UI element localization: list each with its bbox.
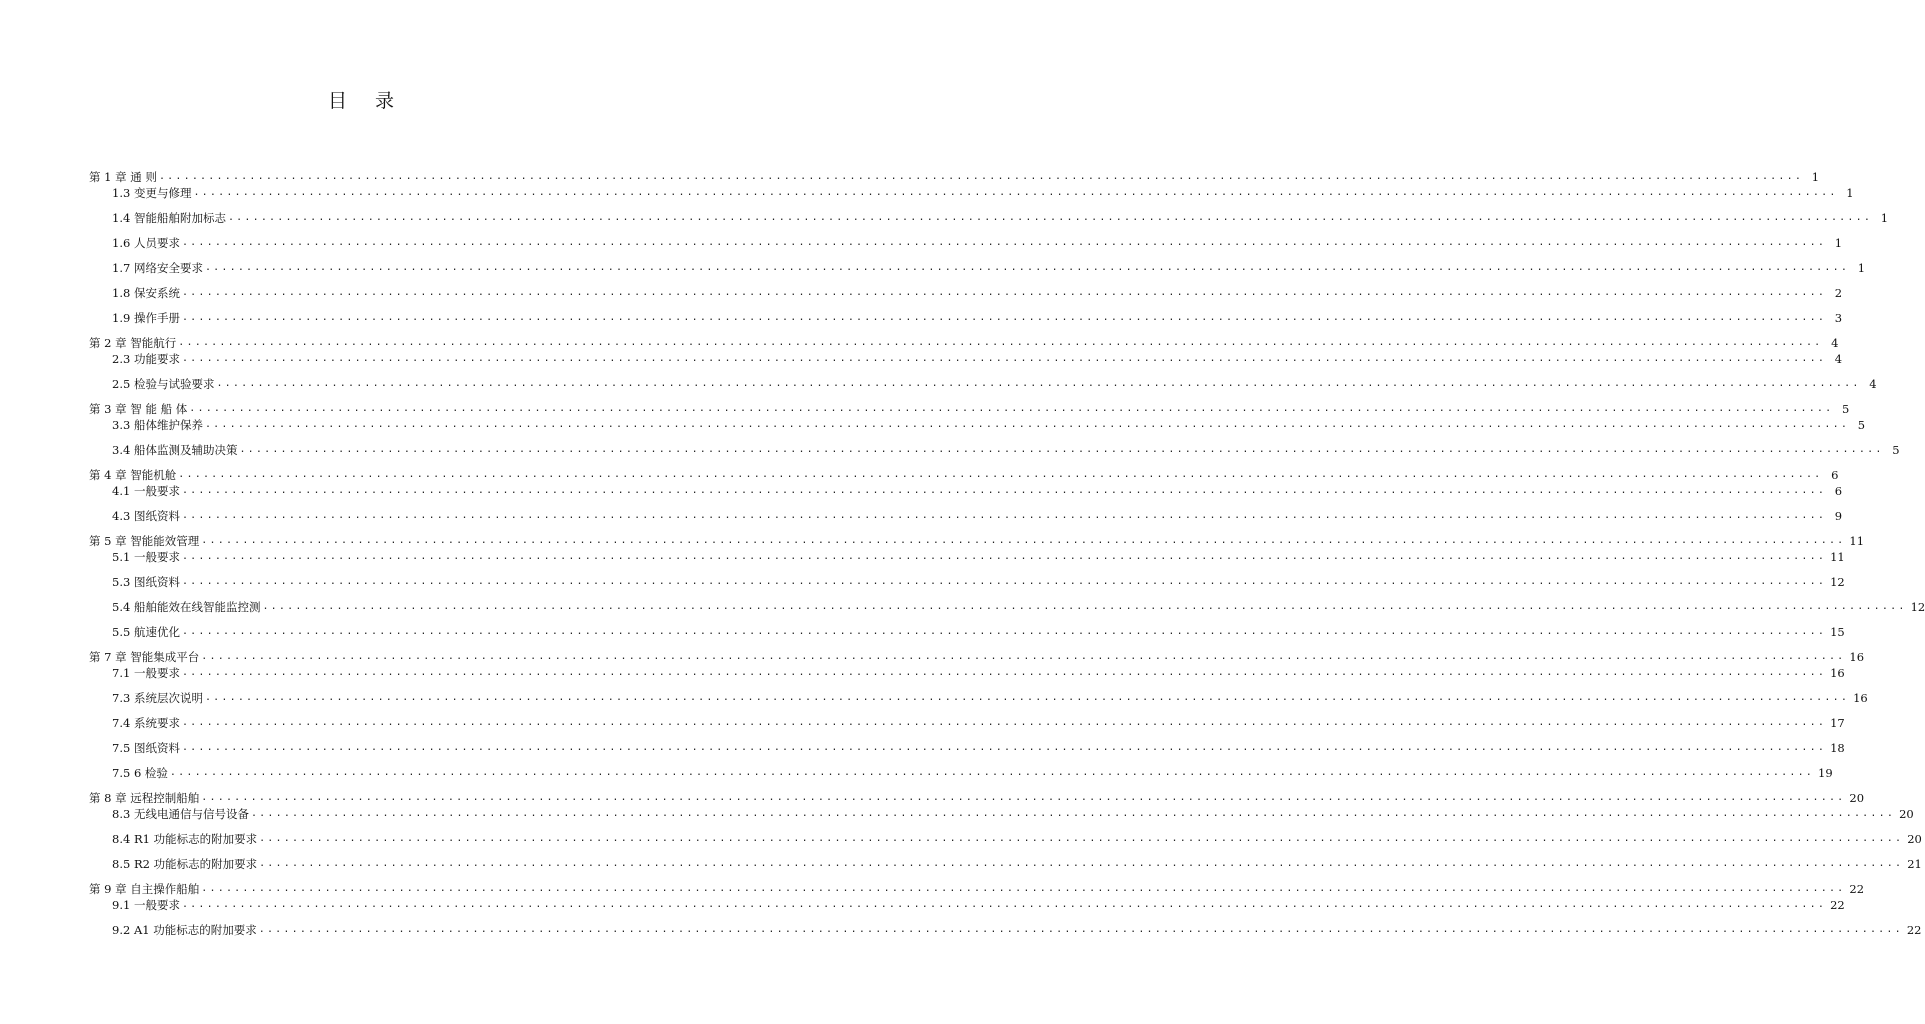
toc-entry-page-number: 4: [1869, 377, 1877, 391]
toc-entry-page-number: 1: [1880, 211, 1889, 225]
toc-dot-leader: ........................................................................................................................................................................................................: [201, 883, 1846, 894]
toc-dot-leader: ........................................................................................................................................................................................................: [169, 767, 1815, 778]
toc-entry-label: 2.3 功能要求: [112, 352, 180, 366]
toc-entry[interactable]: [112, 309, 1843, 325]
toc-entry[interactable]: [112, 739, 1845, 755]
toc-entry-label: 3.3 船体维护保养: [112, 418, 203, 432]
toc-entry-label: 3.4 船体监测及辅助决策: [112, 443, 238, 457]
toc-entry-label: 第 9 章 自主操作船舶: [89, 882, 200, 896]
toc-dot-leader: ........................................................................................................................................................................................................: [201, 792, 1846, 803]
toc-entry[interactable]: [112, 714, 1845, 730]
toc-entry[interactable]: [112, 184, 1854, 200]
toc-entry[interactable]: [112, 664, 1845, 680]
toc-entry-label: 1.6 人员要求: [112, 236, 180, 250]
toc-entry-page-number: 4: [1834, 352, 1843, 366]
toc-entry-page-number: 20: [1899, 807, 1914, 821]
toc-entry-label: 第 5 章 智能能效管理: [89, 534, 200, 548]
toc-entry[interactable]: [112, 234, 1843, 250]
toc-entry-label: 第 8 章 远程控制船舶: [89, 791, 200, 805]
toc-dot-leader: ........................................................................................................................................................................................................: [181, 312, 1827, 323]
toc-entry-label: 1.3 变更与修理: [112, 186, 192, 200]
toc-entry-label: 2.5 检验与试验要求: [112, 377, 215, 391]
toc-entry-page-number: 1: [1846, 186, 1854, 200]
toc-entry-label: 5.4 船舶能效在线智能监控测: [112, 600, 261, 614]
toc-dot-leader: ........................................................................................................................................................................................................: [201, 651, 1846, 662]
toc-entry-page-number: 6: [1831, 468, 1839, 482]
toc-entry-page-number: 12: [1830, 575, 1845, 589]
toc-entry-label: 8.5 R2 功能标志的附加要求: [112, 857, 258, 871]
toc-dot-leader: ........................................................................................................................................................................................................: [178, 337, 1823, 348]
toc-dot-leader: ........................................................................................................................................................................................................: [181, 899, 1827, 910]
toc-entry-label: 4.1 一般要求: [112, 484, 180, 498]
toc-entry-page-number: 16: [1830, 666, 1845, 680]
toc-entry-page-number: 16: [1849, 650, 1865, 664]
toc-dot-leader: ........................................................................................................................................................................................................: [158, 171, 1804, 182]
toc-entry[interactable]: [112, 689, 1868, 705]
toc-entry-label: 5.5 航速优化: [112, 625, 180, 639]
toc-entry-page-number: 21: [1907, 857, 1922, 871]
toc-entry-page-number: 5: [1857, 418, 1866, 432]
toc-entry-page-number: 4: [1831, 336, 1839, 350]
toc-entry[interactable]: [112, 573, 1845, 589]
toc-entry-page-number: 11: [1830, 550, 1845, 564]
toc-dot-leader: ........................................................................................................................................................................................................: [181, 551, 1827, 562]
toc-entry-label: 5.1 一般要求: [112, 550, 180, 564]
toc-dot-leader: ........................................................................................................................................................................................................: [181, 237, 1827, 248]
toc-entry[interactable]: [112, 375, 1877, 391]
toc-dot-leader: ........................................................................................................................................................................................................: [262, 601, 1907, 612]
toc-dot-leader: ........................................................................................................................................................................................................: [181, 353, 1827, 364]
toc-entry[interactable]: [112, 921, 1922, 937]
toc-entry-page-number: 20: [1907, 832, 1922, 846]
toc-entry-label: 第 3 章 智 能 船 体: [89, 402, 188, 416]
toc-dot-leader: ........................................................................................................................................................................................................: [181, 667, 1827, 678]
toc-dot-leader: ........................................................................................................................................................................................................: [178, 469, 1823, 480]
toc-entry[interactable]: [112, 548, 1845, 564]
toc-entry-page-number: 22: [1906, 923, 1922, 937]
toc-dot-leader: ........................................................................................................................................................................................................: [181, 576, 1827, 587]
toc-dot-leader: ........................................................................................................................................................................................................: [201, 535, 1846, 546]
toc-entry[interactable]: [112, 284, 1843, 300]
toc-entry-label: 9.2 A1 功能标志的附加要求: [112, 923, 257, 937]
toc-entry[interactable]: [112, 764, 1833, 780]
toc-dot-leader: ........................................................................................................................................................................................................: [181, 626, 1827, 637]
toc-entry[interactable]: [112, 441, 1900, 457]
toc-entry-label: 8.3 无线电通信与信号设备: [112, 807, 249, 821]
toc-title: [0, 86, 724, 113]
toc-dot-leader: ........................................................................................................................................................................................................: [216, 378, 1861, 389]
toc-entry-label: 第 7 章 智能集成平台: [89, 650, 200, 664]
toc-dot-leader: ........................................................................................................................................................................................................: [181, 287, 1827, 298]
toc-entry-page-number: 1: [1857, 261, 1866, 275]
toc-dot-leader: ........................................................................................................................................................................................................: [204, 692, 1850, 703]
toc-entry-label: 1.8 保安系统: [112, 286, 180, 300]
toc-entry[interactable]: [89, 532, 1865, 548]
toc-entry-label: 5.3 图纸资料: [112, 575, 180, 589]
toc-entry-label: 第 1 章 通 则: [89, 170, 157, 184]
toc-entry-page-number: 11: [1849, 534, 1865, 548]
toc-entry-page-number: 5: [1892, 443, 1900, 457]
toc-entry-page-number: 19: [1818, 766, 1833, 780]
toc-title-char-1: 目: [327, 90, 349, 112]
toc-entry[interactable]: [89, 648, 1865, 664]
toc-entry[interactable]: [112, 805, 1914, 821]
toc-entry-label: 第 2 章 智能航行: [89, 336, 177, 350]
toc-entry[interactable]: [89, 400, 1850, 416]
toc-entry[interactable]: [112, 259, 1866, 275]
toc-entry-page-number: 16: [1853, 691, 1868, 705]
toc-entry-label: 4.3 图纸资料: [112, 509, 180, 523]
toc-dot-leader: ........................................................................................................................................................................................................: [227, 212, 1873, 223]
toc-entry-page-number: 9: [1834, 509, 1843, 523]
toc-dot-leader: ........................................................................................................................................................................................................: [239, 444, 1884, 455]
toc-dot-leader: ........................................................................................................................................................................................................: [181, 717, 1827, 728]
toc-entry[interactable]: [112, 507, 1843, 523]
toc-entry[interactable]: [112, 598, 1925, 614]
toc-entry-page-number: 6: [1834, 484, 1843, 498]
toc-entry-label: 7.5 图纸资料: [112, 741, 180, 755]
toc-entry[interactable]: [89, 789, 1865, 805]
toc-entry-label: 1.9 操作手册: [112, 311, 180, 325]
toc-entry-page-number: 1: [1834, 236, 1843, 250]
toc-entry-page-number: 17: [1830, 716, 1845, 730]
toc-entry[interactable]: [112, 209, 1889, 225]
toc-entry-page-number: 5: [1842, 402, 1850, 416]
toc-entry[interactable]: [112, 855, 1922, 871]
toc-dot-leader: ........................................................................................................................................................................................................: [259, 858, 1904, 869]
toc-dot-leader: ........................................................................................................................................................................................................: [181, 485, 1827, 496]
toc-entry-page-number: 2: [1834, 286, 1843, 300]
toc-entry-label: 1.7 网络安全要求: [112, 261, 203, 275]
toc-entry[interactable]: [112, 623, 1845, 639]
toc-entry-label: 7.3 系统层次说明: [112, 691, 203, 705]
toc-entry[interactable]: [89, 334, 1839, 350]
toc-entry-page-number: 12: [1910, 600, 1925, 614]
toc-entry-label: 7.5 6 检验: [112, 766, 168, 780]
toc-entry-page-number: 1: [1811, 170, 1820, 184]
toc-dot-leader: ........................................................................................................................................................................................................: [181, 742, 1827, 753]
toc-entry[interactable]: [89, 880, 1865, 896]
toc-entry-page-number: 3: [1834, 311, 1843, 325]
toc-entry-label: 7.4 系统要求: [112, 716, 180, 730]
toc-dot-leader: ........................................................................................................................................................................................................: [181, 510, 1827, 521]
toc-entry-page-number: 20: [1849, 791, 1865, 805]
toc-entry-label: 1.4 智能船舶附加标志: [112, 211, 226, 225]
toc-entry-page-number: 22: [1849, 882, 1865, 896]
toc-entry-page-number: 18: [1830, 741, 1845, 755]
toc-dot-leader: ........................................................................................................................................................................................................: [258, 924, 1903, 935]
toc-entry[interactable]: [112, 482, 1843, 498]
toc-dot-leader: ........................................................................................................................................................................................................: [193, 187, 1838, 198]
toc-entry-label: 第 4 章 智能机舱: [89, 468, 177, 482]
toc-entry[interactable]: [112, 350, 1843, 366]
toc-dot-leader: ........................................................................................................................................................................................................: [250, 808, 1896, 819]
toc-entry[interactable]: [112, 416, 1866, 432]
toc-entry-page-number: 15: [1830, 625, 1845, 639]
toc-dot-leader: ........................................................................................................................................................................................................: [189, 403, 1834, 414]
toc-dot-leader: ........................................................................................................................................................................................................: [259, 833, 1904, 844]
toc-entry[interactable]: [112, 896, 1845, 912]
toc-entry-label: 7.1 一般要求: [112, 666, 180, 680]
toc-dot-leader: ........................................................................................................................................................................................................: [204, 419, 1850, 430]
toc-entry-page-number: 22: [1830, 898, 1845, 912]
toc-entry[interactable]: [89, 466, 1839, 482]
toc-entry[interactable]: [89, 168, 1820, 184]
toc-entry-label: 9.1 一般要求: [112, 898, 180, 912]
toc-entry-label: 8.4 R1 功能标志的附加要求: [112, 832, 258, 846]
toc-dot-leader: ........................................................................................................................................................................................................: [204, 262, 1850, 273]
toc-entry[interactable]: [112, 830, 1922, 846]
toc-title-char-2: 录: [375, 90, 397, 112]
